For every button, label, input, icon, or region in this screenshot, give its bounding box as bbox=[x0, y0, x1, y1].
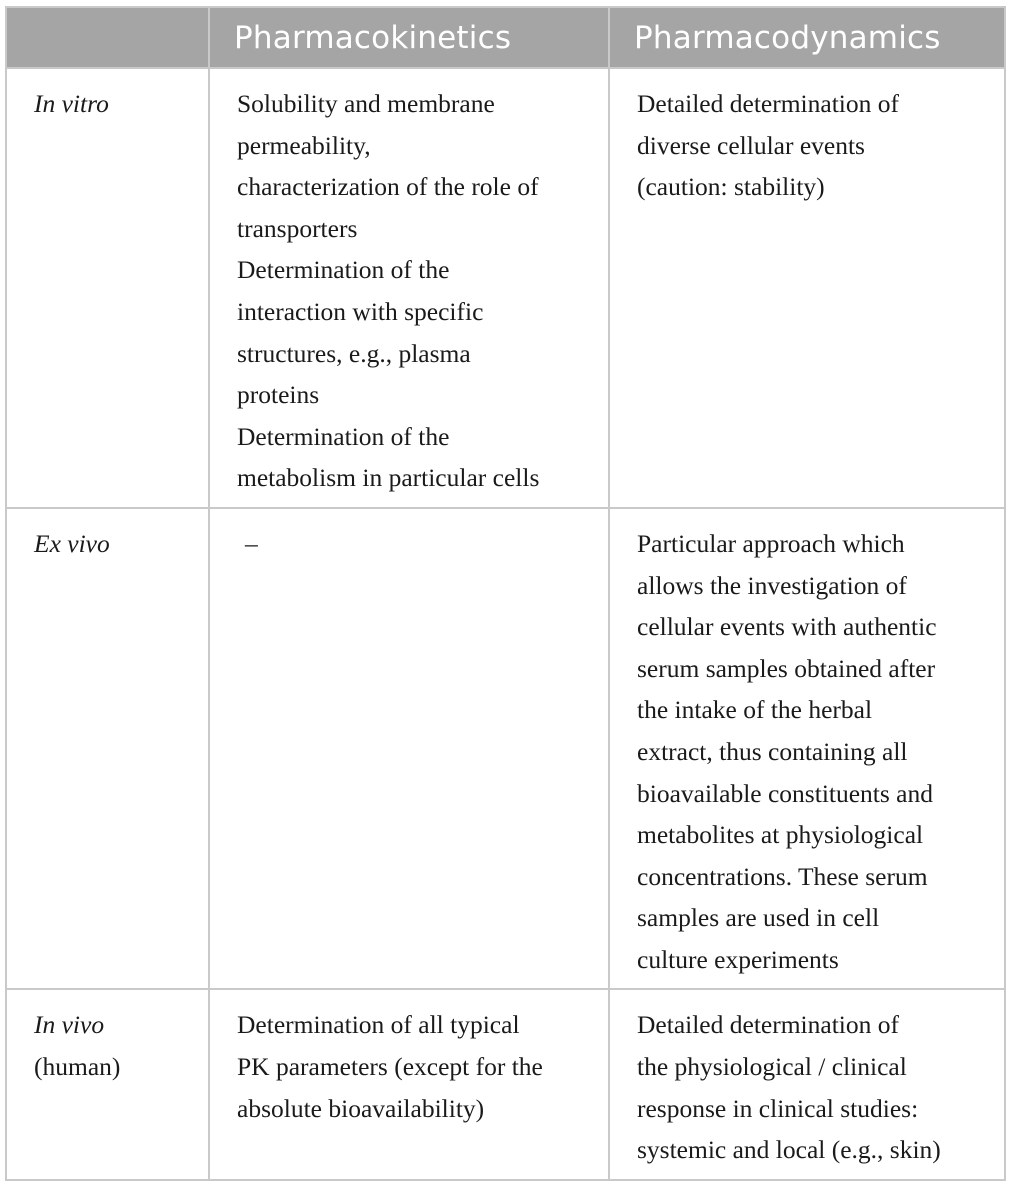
pk-line: absolute bioavailability) bbox=[237, 1093, 485, 1123]
pk-line: proteins bbox=[237, 380, 320, 410]
pd-line: samples are used in cell bbox=[637, 903, 880, 933]
row-label: Ex vivo bbox=[34, 528, 110, 558]
pd-line: serum samples obtained after bbox=[637, 653, 936, 683]
pd-line: cellular events with authentic bbox=[637, 612, 937, 642]
table-row-ex-vivo bbox=[6, 508, 1005, 990]
row-label-cell bbox=[6, 989, 209, 1179]
pd-line: Detailed determination of bbox=[637, 89, 899, 118]
pk-line: interaction with specific bbox=[237, 296, 484, 326]
pd-line: systemic and local (e.g., skin) bbox=[637, 1135, 941, 1165]
pk-line: metabolism in particular cells bbox=[237, 463, 540, 493]
pk-line: permeability, bbox=[237, 130, 371, 160]
header-row bbox=[6, 7, 1005, 68]
pd-line: Particular approach which bbox=[637, 528, 905, 558]
pd-cell bbox=[609, 68, 1005, 508]
table-row-in-vitro bbox=[6, 68, 1005, 508]
pk-cell bbox=[209, 68, 609, 508]
header-pharmacodynamics: Pharmacodynamics bbox=[609, 7, 1005, 68]
pk-line: Solubility and membrane bbox=[237, 89, 495, 118]
pk-line: transporters bbox=[237, 213, 358, 243]
pk-line: Determination of all typical bbox=[237, 1010, 520, 1040]
pk-line: structures, e.g., plasma bbox=[237, 338, 471, 368]
pk-line: – bbox=[245, 528, 258, 558]
pd-cell bbox=[609, 989, 1005, 1179]
pd-cell bbox=[609, 508, 1005, 990]
table-row-in-vivo bbox=[6, 989, 1005, 1179]
pk-cell bbox=[209, 508, 609, 990]
pk-cell bbox=[209, 989, 609, 1179]
row-label: In vivo bbox=[34, 1010, 105, 1040]
row-label: In vitro bbox=[34, 89, 109, 118]
pk-pd-comparison-table bbox=[5, 6, 1006, 1181]
row-label-extra: (human) bbox=[34, 1052, 121, 1082]
header-empty-cell bbox=[6, 7, 209, 68]
row-label-cell bbox=[6, 68, 209, 508]
pk-line: PK parameters (except for the bbox=[237, 1052, 543, 1082]
pk-line: characterization of the role of bbox=[237, 172, 539, 202]
pd-line: extract, thus containing all bbox=[637, 736, 908, 766]
pd-line: (caution: stability) bbox=[637, 172, 825, 202]
pd-line: the intake of the herbal bbox=[637, 695, 873, 725]
pd-line: diverse cellular events bbox=[637, 130, 865, 160]
pd-line: bioavailable constituents and bbox=[637, 778, 934, 808]
row-label-cell bbox=[6, 508, 209, 990]
pk-line: Determination of the bbox=[237, 421, 450, 451]
pk-line: Determination of the bbox=[237, 255, 450, 285]
pd-line: metabolites at physiological bbox=[637, 820, 924, 850]
pd-line: culture experiments bbox=[637, 944, 839, 974]
header-pharmacokinetics: Pharmacokinetics bbox=[209, 7, 609, 68]
pd-line: the physiological / clinical bbox=[637, 1052, 907, 1082]
pd-line: concentrations. These serum bbox=[637, 861, 928, 891]
pd-line: response in clinical studies: bbox=[637, 1093, 919, 1123]
pd-line: allows the investigation of bbox=[637, 570, 907, 600]
pd-line: Detailed determination of bbox=[637, 1010, 899, 1040]
